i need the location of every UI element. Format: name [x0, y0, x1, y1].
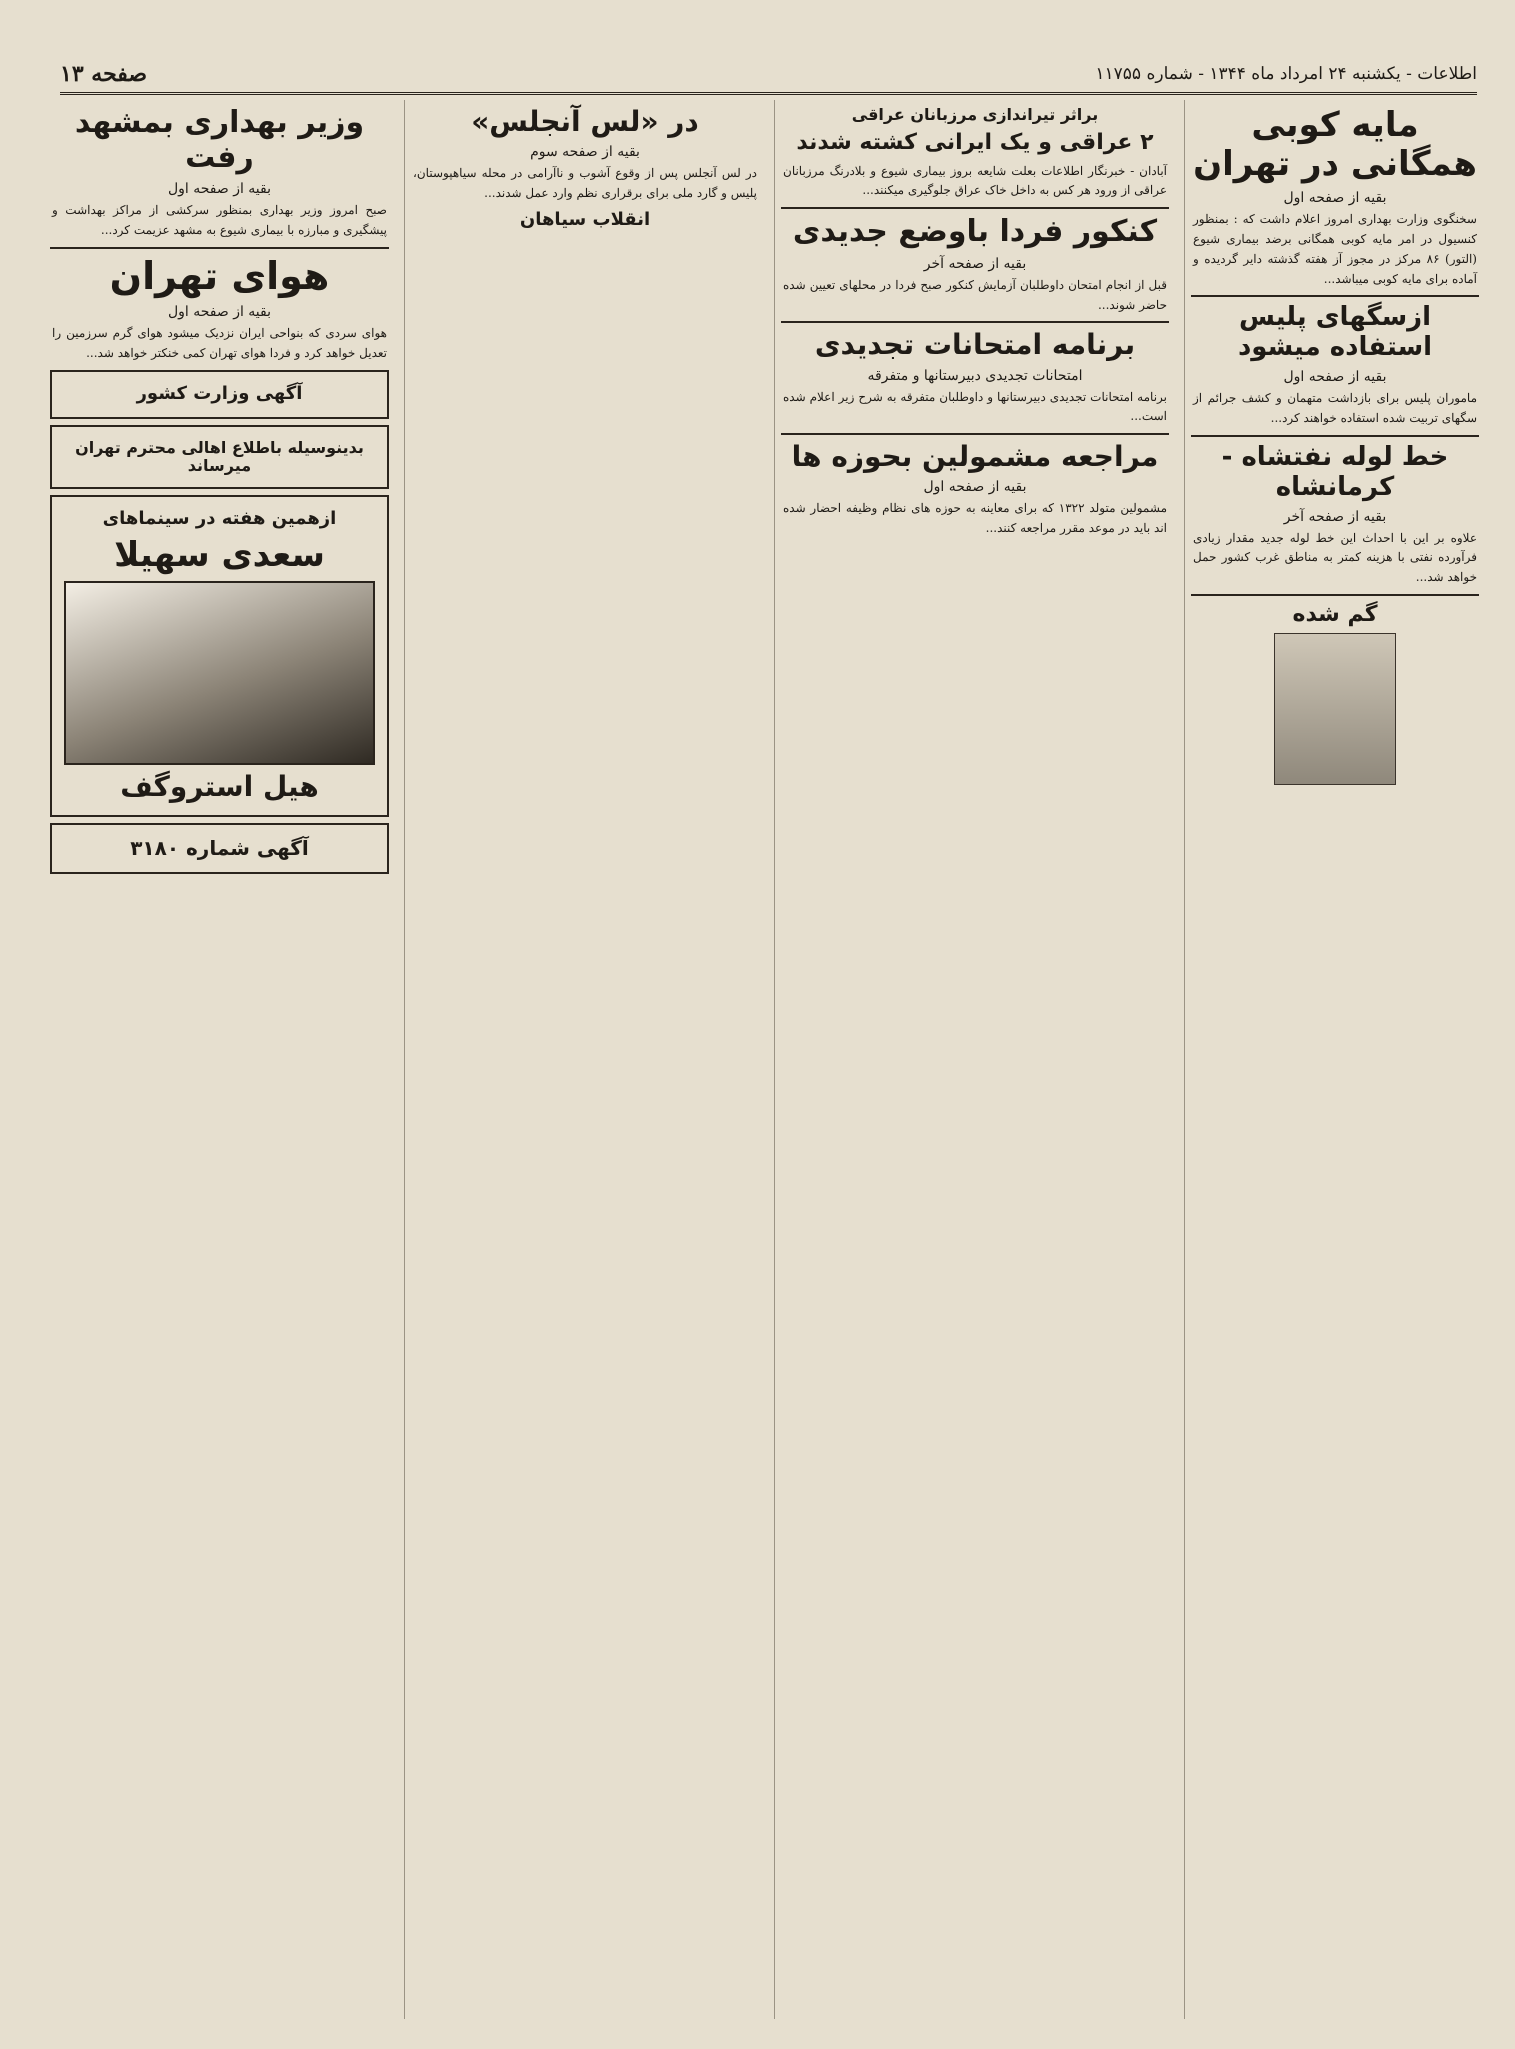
column-center-right: [774, 100, 1175, 2019]
vaccination-body: سخنگوی وزارت بهداری امروز اعلام داشت که : بمنظور کنسیول در امر مایه کوبی همگانی برضد بیماری شیوع (التور) ۸۶ مرکز در مجوز آز هفته گذشته دایر گردیده و آماده برای مایه کوبی میباشد...: [1193, 212, 1477, 286]
column-right: [1184, 100, 1485, 2019]
la-kicker: بقیه از صفحه سوم: [530, 144, 640, 161]
divider: [1191, 594, 1479, 596]
konkur-body: قبل از انجام امتحان داوطلبان آزمایش کنکور صبح فردا در محلهای تعیین شده حاضر شوند...: [783, 277, 1167, 312]
vaccination-kicker: بقیه از صفحه اول: [1283, 190, 1387, 207]
police-kicker: بقیه از صفحه اول: [1283, 369, 1387, 386]
cinema-names: سعدی سهیلا: [114, 535, 325, 576]
missing-title: گم شده: [1292, 601, 1378, 627]
minister-kicker: بقیه از صفحه اول: [167, 181, 272, 197]
columns: [44, 100, 1485, 2019]
notice-travel: [50, 425, 389, 490]
la-subhead: انقلاب سیاهان: [519, 208, 651, 230]
tender-notice: [50, 823, 389, 874]
divider: [1191, 295, 1479, 297]
conscripts-body: مشمولین متولد ۱۳۲۲ که برای معاینه به حوزه های نظام وظیفه احضار شده اند باید در موعد مقرر مراجعه کنند...: [783, 501, 1167, 536]
exams-body: برنامه امتحانات تجدیدی دبیرستانها و داوطلبان متفرقه به شرح زیر اعلام شده است...: [783, 389, 1167, 424]
minister-headline: وزیر بهداری بمشهد رفت: [74, 105, 365, 175]
notice-ministry-title: آگهی وزارت کشور: [136, 382, 303, 404]
cinema-photo: [64, 581, 375, 765]
issue-line: اطلاعات - یکشنبه ۲۴ امرداد ماه ۱۳۴۴ - شماره ۱۱۷۵۵: [1095, 64, 1477, 84]
cinema-title: ازهمین هفته در سینماهای: [102, 508, 337, 530]
police-headline: ازسگهای پلیس استفاده میشود: [1237, 302, 1433, 363]
column-left: [44, 100, 395, 2019]
weather-kicker: بقیه از صفحه اول: [167, 304, 272, 321]
exams-headline: برنامه امتحانات تجدیدی: [814, 328, 1136, 362]
konkur-kicker: بقیه از صفحه آخر: [923, 255, 1027, 272]
masthead: [60, 56, 1477, 95]
weather-body: هوای سردی که بنواحی ایران نزدیک میشود هوای گرم سرزمین را تعدیل خواهد کرد و فردا هوای تهران کمی خنکتر خواهد شد...: [52, 326, 387, 361]
missing-person-photo: [1274, 633, 1396, 785]
exams-kicker: امتحانات تجدیدی دبیرستانها و متفرقه: [867, 367, 1083, 384]
divider: [1191, 435, 1479, 437]
vaccination-headline: مایه کوبی همگانی در تهران: [1193, 105, 1477, 185]
notice-ministry: [50, 370, 389, 419]
conscripts-headline: مراجعه مشمولین بحوزه ها: [791, 440, 1159, 474]
conscripts-kicker: بقیه از صفحه اول: [923, 479, 1027, 496]
notice-travel-title: بدینوسیله باطلاع اهالی محترم تهران میرساند: [75, 437, 364, 475]
page-number: صفحه ۱۳: [60, 61, 148, 87]
divider: [50, 247, 389, 249]
la-body: در لس آنجلس پس از وقوع آشوب و ناآرامی در محله سیاهپوستان، پلیس و گارد ملی برای برقراری نظم وارد عمل شدند...: [413, 166, 757, 200]
iraq-headline: ۲ عراقی و یک ایرانی کشته شدند: [796, 130, 1154, 156]
pipeline-body: علاوه بر این با احداث این خط لوله جدید مقدار زیادی فرآورده نفتی با هزینه کمتر به مناطق غرب کشور حمل خواهد شد...: [1193, 530, 1477, 585]
konkur-headline: کنکور فردا باوضع جدیدی: [792, 214, 1158, 250]
column-center-left: [404, 100, 765, 2019]
iraq-kicker: براثر تیراندازی مرزبانان عراقی: [851, 105, 1099, 124]
tender-title: آگهی شماره ۳۱۸۰: [130, 836, 309, 861]
iraq-body: آبادان - خبرنگار اطلاعات بعلت شایعه بروز بیماری شیوع و بلادرنگ مرزبانان عراقی از ورود هر کس به داخل خاک عراق جلوگیری میکنند...: [783, 163, 1167, 198]
cinema-ad: [50, 495, 389, 817]
minister-body: صبح امروز وزیر بهداری بمنظور سرکشی از مراکز بهداشت و پیشگیری و مبارزه با بیماری شیوع به مشهد عزیمت کرد...: [52, 203, 387, 237]
divider: [781, 433, 1169, 435]
weather-headline: هوای تهران: [109, 253, 330, 298]
pipeline-headline: خط لوله نفتشاه - کرمانشاه: [1221, 441, 1449, 502]
la-headline: در «لس آنجلس»: [471, 105, 699, 138]
cinema-film: هیل استروگف: [120, 770, 319, 804]
pipeline-kicker: بقیه از صفحه آخر: [1283, 508, 1387, 525]
police-body: ماموران پلیس برای بازداشت متهمان و کشف جرائم از سگهای تربیت شده استفاده خواهند کرد...: [1193, 391, 1477, 425]
divider: [781, 207, 1169, 209]
divider: [781, 321, 1169, 323]
